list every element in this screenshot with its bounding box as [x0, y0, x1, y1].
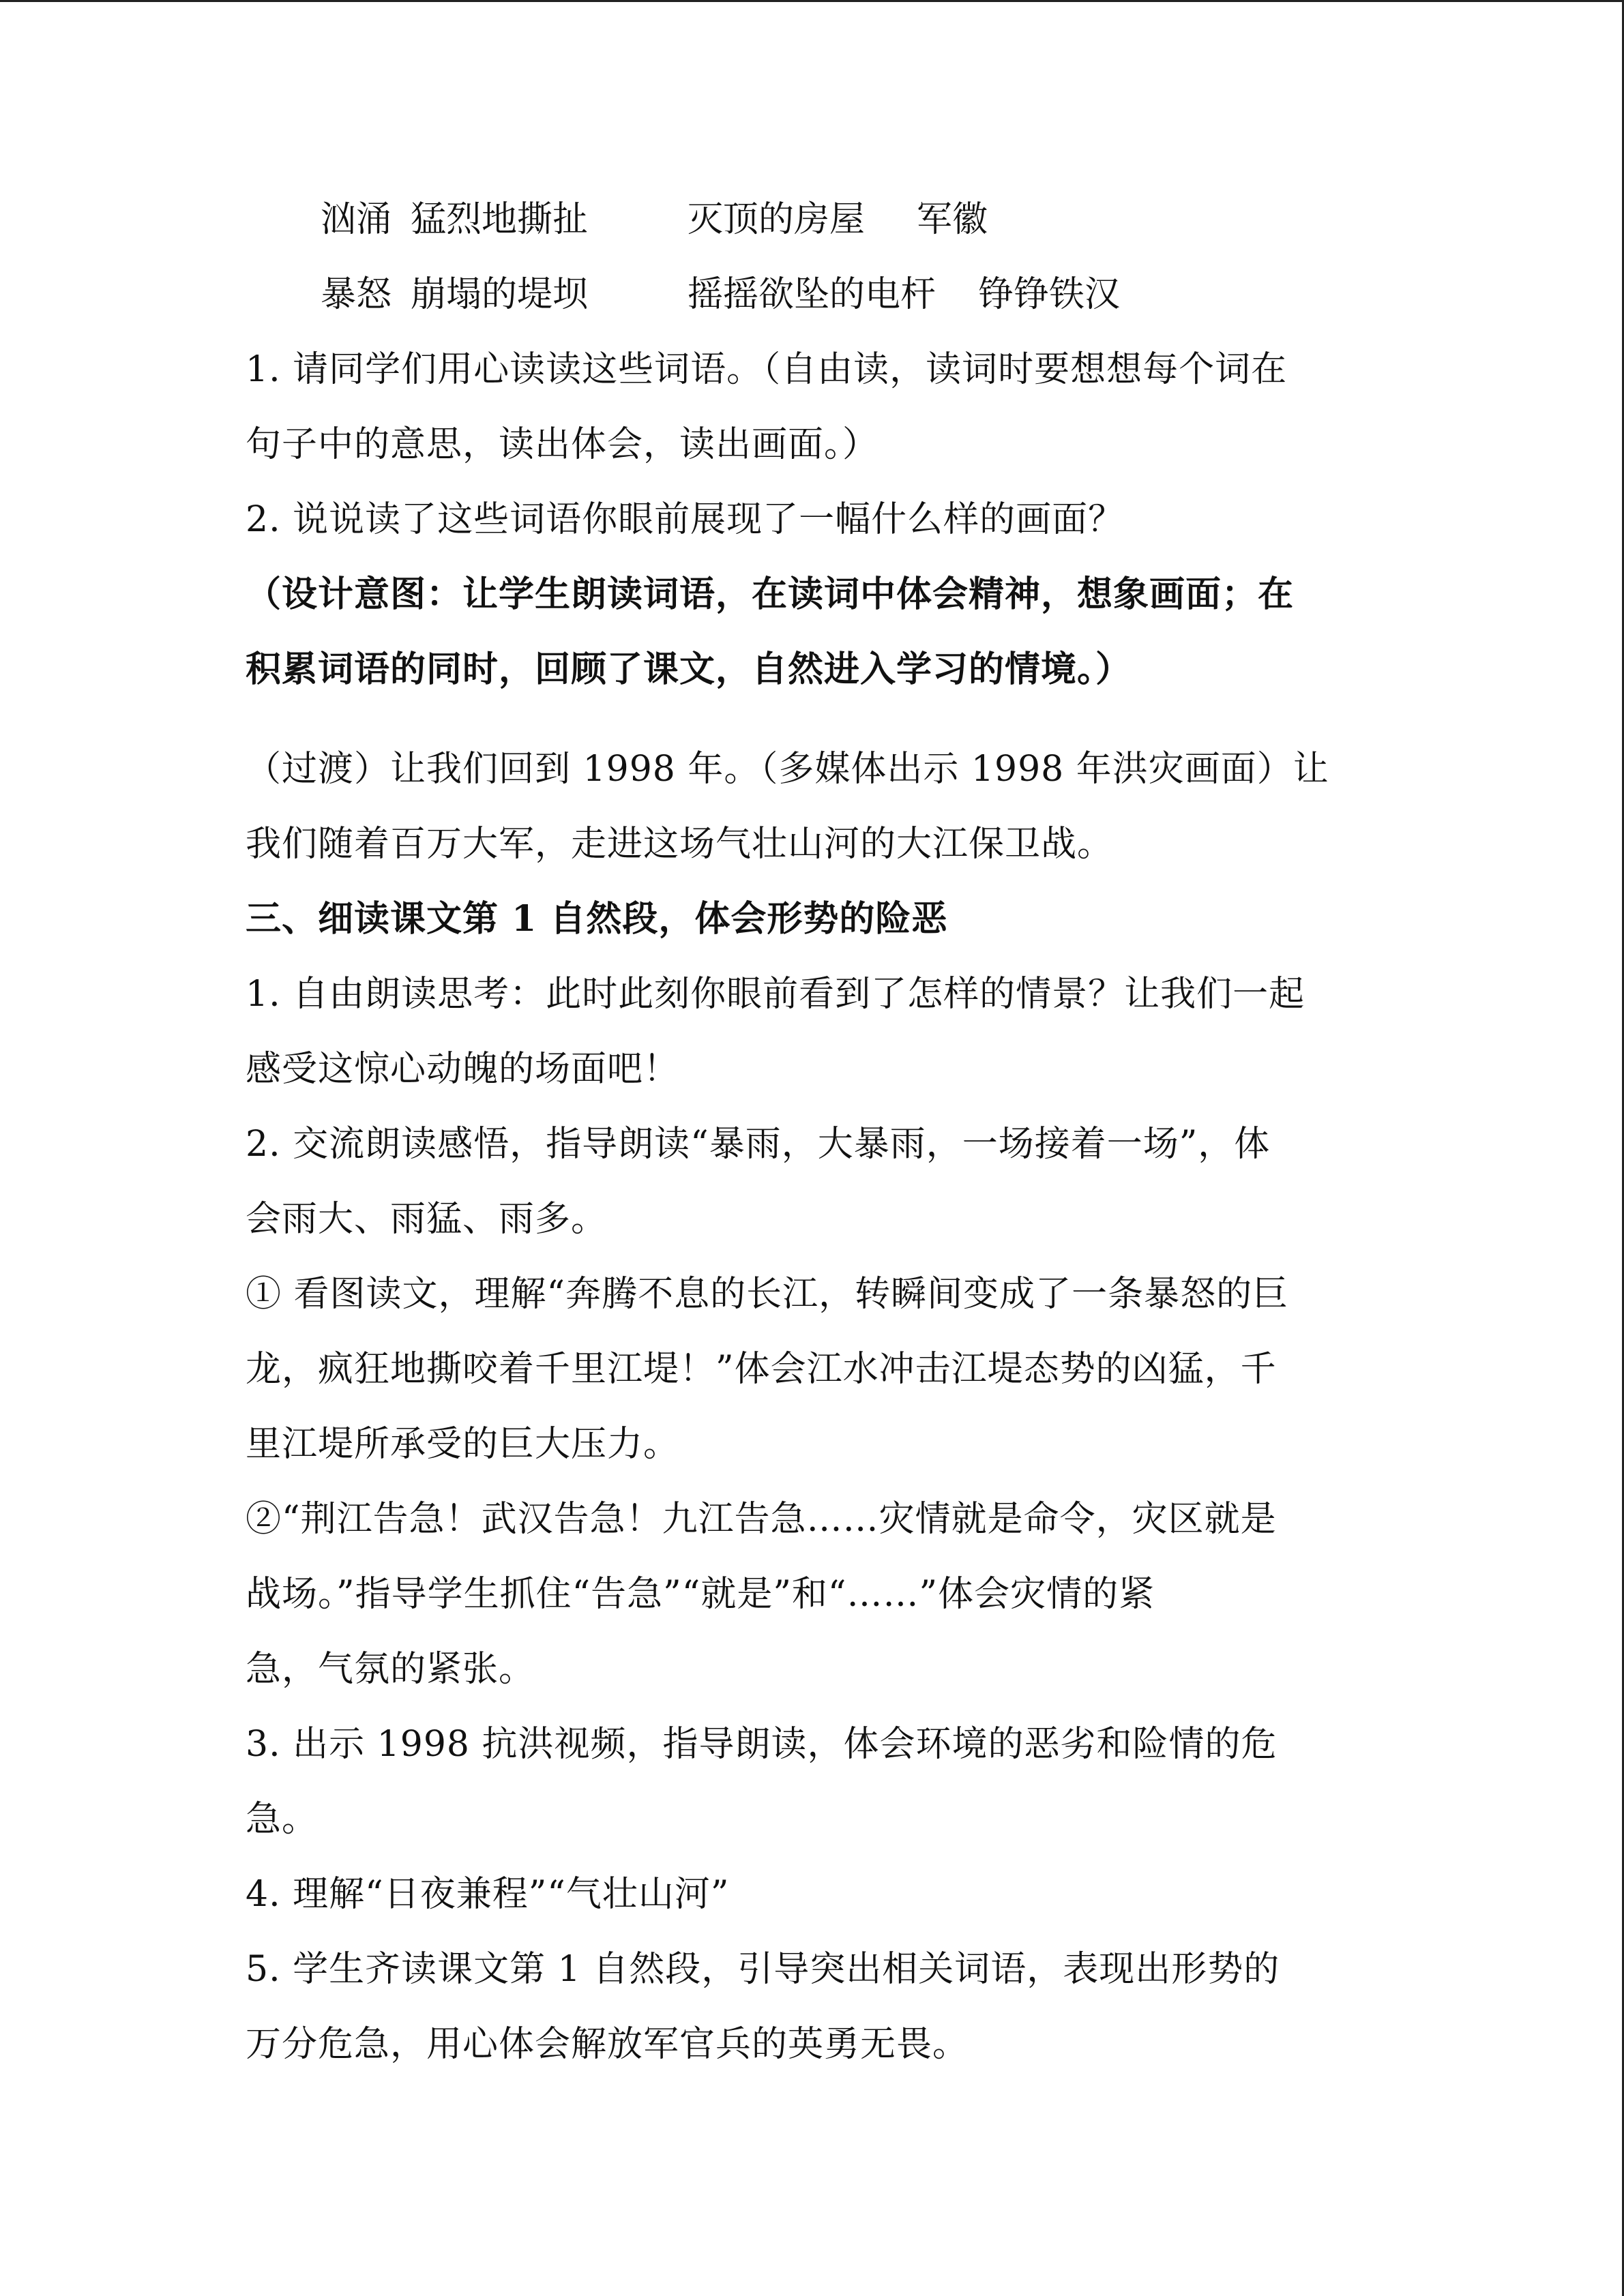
paragraph-line: 4. 理解“日夜兼程”“气壮山河” — [246, 1874, 730, 1915]
paragraph-line: ②“荆江告急！武汉告急！九江告急……灾情就是命令，灾区就是 — [246, 1499, 1277, 1540]
paragraph-line: 会雨大、雨猛、雨多。 — [246, 1199, 608, 1240]
paragraph-line: 万分危急，用心体会解放军官兵的英勇无畏。 — [246, 2024, 969, 2065]
vocab-row-2 — [321, 274, 1120, 315]
vocab-word: 摇摇欲坠的电杆 — [688, 274, 936, 315]
paragraph-line: 句子中的意思，读出体会，读出画面。） — [246, 424, 879, 465]
paragraph-line: 2. 交流朗读感悟，指导朗读“暴雨，大暴雨，一场接着一场”，体 — [246, 1124, 1271, 1165]
paragraph-line: ① 看图读文，理解“奔腾不息的长江，转瞬间变成了一条暴怒的巨 — [246, 1274, 1289, 1315]
vocab-word: 灭顶的房屋 — [688, 199, 866, 240]
paragraph-line: 感受这惊心动魄的场面吧！ — [246, 1049, 680, 1090]
paragraph-line: 龙，疯狂地撕咬着千里江堤！”体会江水冲击江堤态势的凶猛，千 — [246, 1349, 1277, 1390]
paragraph-line: 5. 学生齐读课文第 1 自然段，引导突出相关词语，表现出形势的 — [246, 1949, 1280, 1990]
vocab-word: 军徽 — [917, 199, 988, 240]
paragraph-line: 里江堤所承受的巨大压力。 — [246, 1424, 680, 1465]
page-top-border — [0, 0, 1624, 2]
paragraph-line: 急，气氛的紧张。 — [246, 1649, 535, 1690]
paragraph-line: 3. 出示 1998 抗洪视频，指导朗读，体会环境的恶劣和险情的危 — [246, 1724, 1278, 1765]
vocab-word: 暴怒 — [321, 274, 392, 315]
paragraph-line: 2. 说说读了这些词语你眼前展现了一幅什么样的画面？ — [246, 499, 1125, 540]
design-intent-line: 积累词语的同时，回顾了课文，自然进入学习的情境。） — [246, 648, 1132, 690]
paragraph-line: 急。 — [246, 1799, 319, 1840]
vocab-word: 崩塌的堤坝 — [411, 274, 589, 315]
vocab-row-1 — [321, 199, 988, 240]
vocab-word: 铮铮铁汉 — [978, 274, 1121, 315]
section-heading: 三、细读课文第 1 自然段，体会形势的险恶 — [246, 898, 948, 940]
design-intent-line: （设计意图：让学生朗读词语，在读词中体会精神，想象画面；在 — [246, 573, 1295, 615]
paragraph-line: 我们随着百万大军，走进这场气壮山河的大江保卫战。 — [246, 824, 1114, 865]
paragraph-line: 1. 请同学们用心读读这些词语。（自由读，读词时要想想每个词在 — [246, 349, 1288, 390]
paragraph-line: （过渡）让我们回到 1998 年。（多媒体出示 1998 年洪灾画面）让 — [246, 749, 1329, 790]
vocab-word: 猛烈地撕扯 — [411, 199, 589, 240]
paragraph-line: 战场。”指导学生抓住“告急”“就是”和“……”体会灾情的紧 — [246, 1574, 1155, 1615]
vocab-word: 汹涌 — [321, 199, 392, 240]
paragraph-line: 1. 自由朗读思考：此时此刻你眼前看到了怎样的情景？让我们一起 — [246, 974, 1305, 1015]
